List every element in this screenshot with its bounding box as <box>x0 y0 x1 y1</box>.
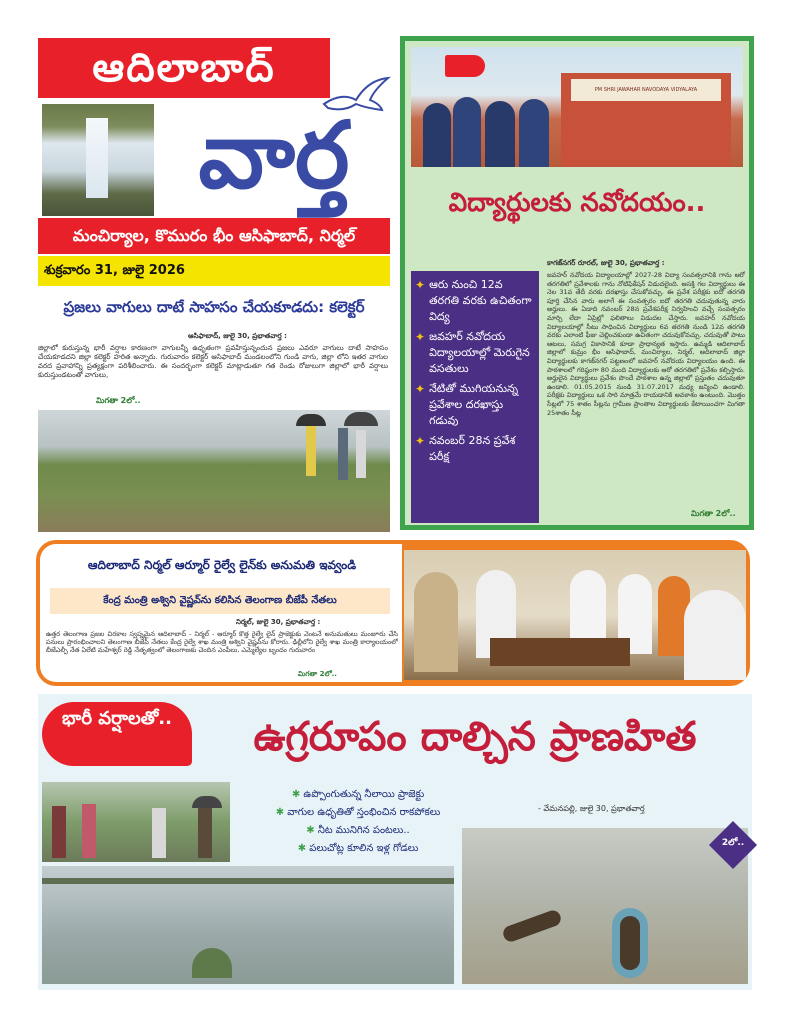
story-dateline: ఆసిఫాబాద్, జులై 30, ప్రభాతవార్త : <box>188 332 287 340</box>
point-item: ✱ ఉప్పొంగుతున్న నీలాయి ప్రాజెక్టు <box>291 789 425 800</box>
point-item: ✱ వాగుల ఉధృతితో స్తంభించిన రాకపోకలు <box>275 807 441 818</box>
story-headline: ప్రజలు వాగులు దాటే సాహసం చేయకూడదు: కలెక్టర్ <box>63 298 365 316</box>
railway-headline: ఆదిలాబాద్ నిర్మల్ ఆర్మూర్ రైల్వే లైన్‌కు అనుమతి ఇవ్వండి <box>87 558 357 572</box>
heavy-rain-badge <box>42 702 192 766</box>
railway-dateline: నిర్మల్, జులై 30, ప్రభాతవార్త : <box>236 618 321 626</box>
masthead-title-top: ఆదిలాబాద్ <box>38 38 330 98</box>
flood-inspection-photo <box>38 410 390 532</box>
highlight-item <box>415 277 535 325</box>
pranahita-dateline: - వేమనపల్లి, జులై 30, ప్రభాతవార్త <box>538 804 645 813</box>
leaders-meeting-photo <box>404 550 746 680</box>
asterisk-icon: ✱ <box>297 843 310 854</box>
megaphone-icon <box>445 55 485 77</box>
highlight-text: జవహర్ నవోదయ విద్యాలయాల్లో మెరుగైన వసతులు <box>429 330 530 375</box>
railway-subheadline: కేంద్ర మంత్రి అశ్విని వైష్ణవ్‌ను కలిసిన తెలంగాణ బీజేపీ నేతలు <box>50 588 390 614</box>
highlight-item <box>415 329 535 377</box>
highlight-item <box>415 433 535 465</box>
pranahita-points <box>248 786 468 858</box>
pranahita-headline: ఉగ్రరూపం దాల్చిన ప్రాణహిత <box>253 714 697 760</box>
read-more-link[interactable]: మిగతా 2లో.. <box>96 396 141 405</box>
railway-body: ఉత్తర తెలంగాణ ప్రజల చిరకాల స్వప్నమైన ఆదిలాబాద్ - నిర్మల్ - ఆర్మూర్ కొత్త రైల్వే లైన్ ప్రాజెక్టుకు వెంటనే అనుమతులు మంజూరు చేసి పనులు ప్రారంభించాలని తెలంగాణ బీజేపీ నేతలు కేంద్ర రైల్వే శాఖ మంత్రి అశ్విని వైష్ణవ్‌ను కోరారు. ఢిల్లీలోని రైల్వే శాఖ మంత్రి కార్యాలయంలో బీజేఎల్పీ నేత ఏలేటి మహేశ్వర్ రెడ్డి నేతృత్వంలో తెలంగాణకు చెందిన ఎంపీలు, ఎమ్మెల్యేల బృందం గురువారం <box>46 630 398 655</box>
students-group <box>419 93 559 167</box>
school-sign: PM SHRI JAWAHAR NAVODAYA VIDYALAYA <box>571 79 721 101</box>
read-more-link[interactable]: మిగతా 2లో.. <box>691 509 736 518</box>
star-bullet-icon: ✦ <box>415 330 426 344</box>
asterisk-icon: ✱ <box>306 825 318 836</box>
badge-text: భారీ వర్షాలతో.. <box>62 708 172 729</box>
boats-photo <box>462 828 748 984</box>
flooded-river-photo <box>42 866 454 984</box>
navodaya-headline: విద్యార్థులకు నవోదయం.. <box>448 188 706 218</box>
point-item: ✱ పలుచోట్ల కూలిన ఇళ్ల గోడలు <box>297 843 419 854</box>
read-more-link[interactable]: మిగతా 2లో.. <box>298 670 337 678</box>
navodaya-body: జవహర్ నవోదయ విద్యాలయాల్లో 2027-28 విద్యా సంవత్సరానికి గాను ఆరో తరగతిలో ప్రవేశాలకు గాను నోటిఫికేషన్ విడుదలైంది. ఆసక్తి గల విద్యార్థులు ఈ నెల 31వ తేదీ వరకు దరఖాస్తు చేసుకోవచ్చు. ఈ ప్రవేశ పరీక్షకు ఐదో తరగతి పూర్తి చేసిన వారు అలాగే ఈ సంవత్సరం ఐదో తరగతి చదువుతున్న వారు అర్హులు. ఈ ఏడాది నవంబర్ 28న ప్రవేశపరీక్ష నిర్వహించి వచ్చే సంవత్సరం మార్చి లేదా ఏప్రిల్లో ఫలితాలు విడుదల చేస్తారు. జవహర్ నవోదయ విద్యాలయాల్లో సీటు సాధించిన విద్యార్థులు 6వ తరగతి నుండి 12వ తరగతి వరకు ఎలాంటి ఫీజు చెల్లించకుండా ఉచితంగా చదువుకోవచ్చు. చదువుతో పాటు ఆటలు, సమగ్ర వికాసానికి కూడా ప్రాధాన్యత ఇస్తారు. ఉమ్మడి ఆదిలాబాద్ జిల్లాలో కుమ్రం భీం ఆసిఫాబాద్, మంచిర్యాల, నిర్మల్, ఆదిలాబాద్ జిల్లా విద్యార్థులకు కాగజ్‌నగర్ పట్టణంలో జవహర్ నవోదయ విద్యాలయం ఉంది. ఈ పాఠశాలలో గరిష్ఠంగా 80 మంది విద్యార్థులకు ఆరో తరగతిలో ప్రవేశం కల్పిస్తారు. అర్హులైన విద్యార్థులు ప్రవేశం పొందే పాఠశాల ఉన్న జిల్లాలో ప్రస్తుతం చదువుతూ ఉండాలి. 01.05.2015 నుండి 31.07.2017 మధ్య జన్మించి ఉండాలి. పరీక్షకు విద్యార్థులు ఒక సారి మాత్రమే రాయడానికి అవకాశం ఉంటుంది. మొత్తం సీట్లలో 75 శాతం సీట్లను గ్రామీణ ప్రాంతాల విద్యార్థులకు కేటాయించగా మిగతా 25శాతం సీట్ల <box>547 271 745 417</box>
waterfall-photo <box>42 104 154 216</box>
story-body: జిల్లాలో కురుస్తున్న భారీ వర్షాల కారణంగా వాగులన్నీ ఉధృతంగా ప్రవహిస్తున్నందున ప్రజలు ఎవరూ వాగులు దాటే సాహసం చేయకూడదని జిల్లా కలెక్టర్ హరిత అన్నారు. గురువారం కలెక్టర్ ఆసిఫాబాద్ మండలంలోని గుండి వాగు, జిల్లా లోని ఇతర వాగుల వరద ప్రవాహాన్ని ప్రత్యక్షంగా పరిశీలించారు. ఈ సందర్భంగా కలెక్టర్ మాట్లాడుతూ గత రెండు రోజులుగా జిల్లాలో భారీ వర్షాలు కురుస్తుండటంతో వాగులు, <box>38 344 388 379</box>
page-tag-text[interactable]: 2లో.. <box>721 838 745 848</box>
story-collector <box>38 292 390 532</box>
story-navodaya <box>400 36 754 530</box>
star-bullet-icon: ✦ <box>415 434 426 448</box>
star-bullet-icon: ✦ <box>415 278 426 292</box>
masthead-districts: మంచిర్యాల, కొమురం భీం ఆసిఫాబాద్, నిర్మల్ <box>38 218 390 254</box>
asterisk-icon: ✱ <box>291 789 304 800</box>
story-railway <box>36 540 750 686</box>
highlight-item <box>415 381 535 429</box>
asterisk-icon: ✱ <box>275 807 288 818</box>
highlights-box <box>411 271 539 523</box>
villagers-umbrella-photo <box>42 782 230 862</box>
masthead-date: శుక్రవారం 31, జులై 2026 <box>38 256 390 286</box>
masthead-title-big: వార్త <box>198 102 350 209</box>
star-bullet-icon: ✦ <box>415 382 426 396</box>
highlight-text: నవంబర్ 28న ప్రవేశ పరీక్ష <box>429 434 516 463</box>
highlight-text: నేటితో ముగియనున్న ప్రవేశాల దరఖాస్తు గడువు <box>429 382 519 427</box>
navodaya-dateline: కాగజ్‌నగర్ రూరల్, జులై 30, ప్రభాతవార్త : <box>547 259 665 267</box>
masthead <box>38 38 390 286</box>
students-school-photo <box>411 47 743 167</box>
point-item: ✱ నీట మునిగిన పంటలు.. <box>306 825 410 836</box>
highlight-text: ఆరు నుంచి 12వ తరగతి వరకు ఉచితంగా విద్య <box>429 278 532 323</box>
story-pranahita <box>38 694 752 990</box>
